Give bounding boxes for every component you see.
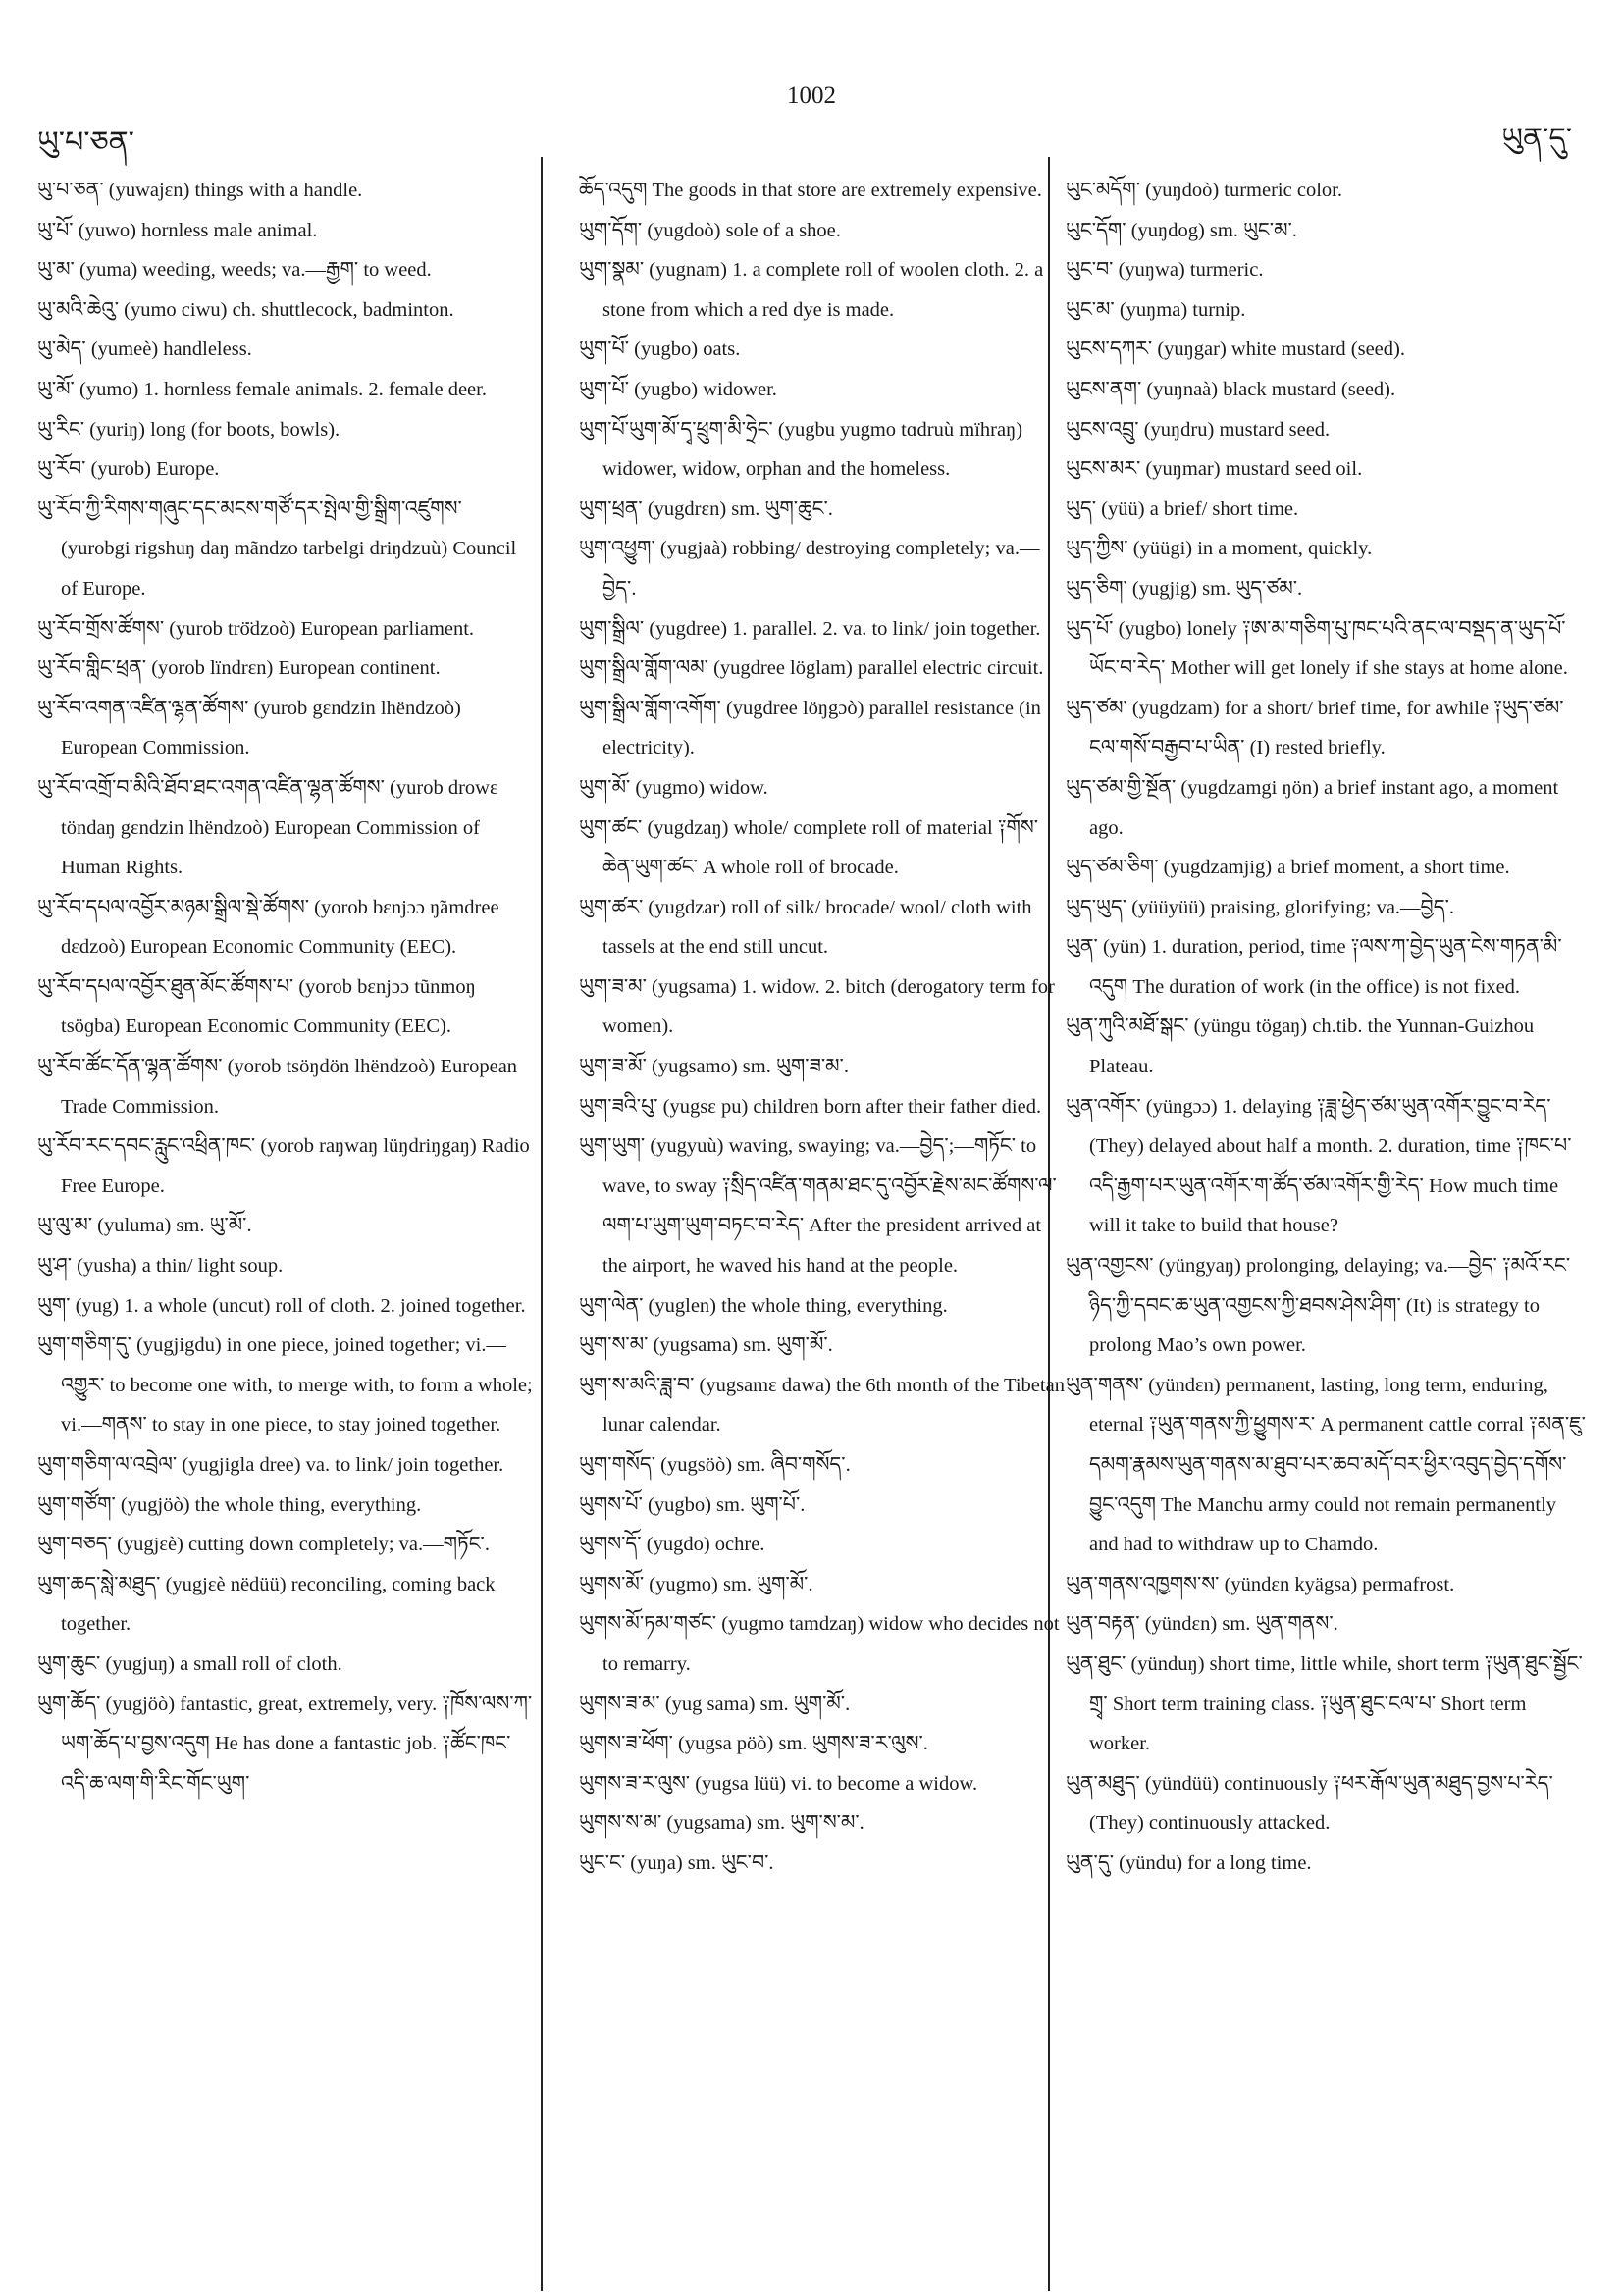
dictionary-entry: ཡུང་མདོག་ (yuŋdoò) turmeric color. xyxy=(1066,180,1342,201)
dictionary-entry: ཡུག་ཟ་མ་ (yugsama) 1. widow. 2. bitch (derogatory term for women). xyxy=(579,975,1055,1038)
dictionary-entry: ཡུད་ཙམ་ཅིག་ (yugdzamjig) a brief moment, a short time. xyxy=(1066,857,1510,879)
dictionary-entry: ཆོད་འདུག The goods in that store are extremely expensive. xyxy=(579,180,1042,201)
dictionary-entry: ཡུག་པོ་ (yugbo) oats. xyxy=(579,339,741,361)
right-guide-word: ཡུན་དུ་ xyxy=(1501,122,1572,156)
dictionary-entry: ཡུན་མཐུད་ (yündüü) continuously ༑ཕར་རྒོལ་ཡུན་མཐུད་བྱས་པ་རེད་ (They) continuously attacked. xyxy=(1066,1772,1553,1835)
dictionary-entry: ཡུགས་མོ་ (yugmo) sm. ཡུག་མོ་. xyxy=(579,1573,813,1595)
dictionary-entry: ཡུ་རོབ་དཔལ་འབྱོར་ཐུན་མོང་ཚོགས་པ་ (yorob bɛnjɔɔ tũnmoŋ tsöɡba) European Economic Community (EEC). xyxy=(37,975,476,1038)
dictionary-entry: ཡུགས་ཟ་ཕོག་ (yugsa pöò) sm. ཡུགས་ཟ་ར་ལུས་. xyxy=(579,1733,928,1755)
dictionary-entry: ཡུག་སྣམ་ (yugnam) 1. a complete roll of woolen cloth. 2. a stone from which a red dye is made. xyxy=(579,259,1044,321)
dictionary-entry: ཡུག་མོ་ (yugmo) widow. xyxy=(579,776,768,799)
dictionary-entry: ཡུག་ཟ་མོ་ (yugsamo) sm. ཡུག་ཟ་མ་. xyxy=(579,1056,849,1078)
dictionary-entry: ཡུན་ཐུང་ (yünduŋ) short time, little while, short term ༑ཡུན་ཐུང་སྦྱོང་གྲྭ་ Short term training class. ༑ཡུན་ཐུང་ངལ་པ་ Short term worker. xyxy=(1066,1652,1583,1755)
dictionary-entry: ཡུག་ཚར་ (yugdzar) roll of silk/ brocade/ wool/ cloth with tassels at the end still uncut. xyxy=(579,896,1032,959)
dictionary-entry: ཡུག་འཕྱུག་ (yugjaà) robbing/ destroying completely; va.—བྱེད་. xyxy=(579,538,1040,600)
dictionary-entry: ཡུད་ (yüü) a brief/ short time. xyxy=(1066,497,1299,520)
dictionary-columns xyxy=(37,171,1597,2192)
dictionary-entry: ཡུག་ས་མའི་ཟླ་བ་ (yugsamɛ dawa) the 6th month of the Tibetan lunar calendar. xyxy=(579,1374,1065,1436)
dictionary-entry: ཡུན་འགྱངས་ (yüngyaŋ) prolonging, delaying; va.—བྱེད་ ༑མའོ་རང་ཉིད་ཀྱི་དབང་ཆ་ཡུན་འགྱངས་ཀྱི་ཐབས་ཤེས་ཤིག་ (It) is strategy to prolong Mao’s own power. xyxy=(1066,1255,1571,1357)
dictionary-entry: ཡུད་ཙམ་གྱི་སྔོན་ (yugdzamgi ŋön) a brief instant ago, a moment ago. xyxy=(1066,776,1559,839)
dictionary-entry: ཡུག་སྒྲིལ་ (yugdree) 1. parallel. 2. va. to link/ join together. xyxy=(579,617,1041,640)
left-guide-word: ཡུ་པ་ཅན་ xyxy=(37,126,134,160)
dictionary-entry: ཡུག་པོ་ (yugbo) widower. xyxy=(579,378,777,400)
dictionary-entry: ཡུན་དུ་ (yündu) for a long time. xyxy=(1066,1852,1312,1874)
dictionary-entry: ཡུངས་དཀར་ (yuŋgar) white mustard (seed). xyxy=(1066,339,1405,361)
dictionary-entry: ཡུགས་པོ་ (yugbo) sm. ཡུག་པོ་. xyxy=(579,1493,806,1516)
dictionary-entry: ཡུག་གསོད་ (yugsöò) sm. ཞིབ་གསོད་. xyxy=(579,1454,851,1476)
dictionary-entry: ཡུ་པོ་ (yuwo) hornless male animal. xyxy=(37,219,318,241)
dictionary-entry: ཡུག་གཅིག་ལ་འབྲེལ་ (yugjigla dree) va. to link/ join together. xyxy=(37,1454,504,1476)
dictionary-entry: ཡུག་ཚང་ (yugdzaŋ) whole/ complete roll of material ༑གོས་ཆེན་ཡུག་ཚང་ A whole roll of brocade. xyxy=(579,816,1039,879)
dictionary-entry: ཡུག་ཆད་སླེ་མཐུད་ (yugjɛè nëdüü) reconciling, coming back together. xyxy=(37,1573,496,1636)
dictionary-entry: ཡུན་གནས་འཁྱགས་ས་ (yündɛn kyägsa) permafrost. xyxy=(1066,1573,1455,1595)
dictionary-entry: ཡུག་ཡུག་ (yugyuù) waving, swaying; va.—བྱེད་;—གཏོང་ to wave, to sway ༑སྲིད་འཛིན་གནམ་ཐང་དུ་འབྱོར་རྗེས་མང་ཚོགས་ལ་ལག་པ་ཡུག་ཡུག་བཏང་བ་རེད་ After the president arrived at the airport, he waved his hand at the people. xyxy=(579,1135,1057,1278)
dictionary-entry: ཡུ་མ་ (yuma) weeding, weeds; va.—རྒྱག་ to weed. xyxy=(37,259,432,282)
dictionary-entry: ཡུད་ཡུད་ (yüüyüü) praising, glorifying; va.—བྱེད་. xyxy=(1066,896,1454,918)
dictionary-entry: ཡུ་པ་ཅན་ (yuwajɛn) things with a handle. xyxy=(37,180,363,201)
page-number: 1002 xyxy=(787,82,836,109)
dictionary-entry: ཡུ་རོབ་གླིང་ཕྲན་ (yorob lïndrɛn) European continent. xyxy=(37,657,441,680)
dictionary-entry: ཡུད་ཙམ་ (yugdzam) for a short/ brief time, for awhile ༑ཡུད་ཙམ་ངལ་གསོ་བརྒྱབ་པ་ཡིན་ (I) rested briefly. xyxy=(1066,697,1564,759)
dictionary-entry: ཡུངས་ནག་ (yuŋnaà) black mustard (seed). xyxy=(1066,378,1396,400)
dictionary-entry: ཡུག་ཕྲན་ (yugdrɛn) sm. ཡུག་ཆུང་. xyxy=(579,497,833,520)
dictionary-entry: ཡུན་བརྟན་ (yündɛn) sm. ཡུན་གནས་. xyxy=(1066,1613,1338,1636)
dictionary-entry: ཡུ་རོབ་འགན་འཛིན་ལྷན་ཚོགས་ (yurob gɛndzin lhëndzoò) European Commission. xyxy=(37,697,461,759)
dictionary-entry: ཡུང་དོག་ (yuŋdog) sm. ཡུང་མ་. xyxy=(1066,219,1297,241)
dictionary-entry: ཡུག་ཆུང་ (yugjuŋ) a small roll of cloth. xyxy=(37,1652,342,1675)
dictionary-entry: ཡུག་ཟའི་པུ་ (yugsɛ pu) children born after their father died. xyxy=(579,1095,1042,1118)
dictionary-entry: ཡུ་རོབ་གྲོས་ཚོགས་ (yurob trö̈dzoò) European parliament. xyxy=(37,617,475,640)
dictionary-entry: ཡུངས་འབྲུ་ (yuŋdru) mustard seed. xyxy=(1066,418,1331,441)
dictionary-entry: ཡུ་ཤ་ (yusha) a thin/ light soup. xyxy=(37,1255,284,1278)
dictionary-entry: ཡུང་བ་ (yuŋwa) turmeric. xyxy=(1066,259,1264,282)
dictionary-entry: ཡུད་ཀྱིས་ (yüügi) in a moment, quickly. xyxy=(1066,538,1373,560)
dictionary-entry: ཡུགས་ཟ་ར་ལུས་ (yugsa lüü) vi. to become a widow. xyxy=(579,1772,978,1795)
column-right xyxy=(1066,171,1588,2192)
dictionary-entry: ཡུ་རིང་ (yuriŋ) long (for boots, bowls). xyxy=(37,418,340,441)
dictionary-entry: ཡུག་ (yug) 1. a whole (uncut) roll of cloth. 2. joined together. xyxy=(37,1294,526,1317)
dictionary-entry: ཡུད་ཅིག་ (yugjig) sm. ཡུད་ཙམ་. xyxy=(1066,577,1303,600)
dictionary-entry: ཡུག་བཅད་ (yugjɛè) cutting down completely; va.—གཏོང་. xyxy=(37,1534,490,1556)
dictionary-entry: ཡུག་དོག་ (yugdoò) sole of a shoe. xyxy=(579,219,841,241)
dictionary-entry: ཡུང་ང་ (yuŋa) sm. ཡུང་བ་. xyxy=(579,1852,774,1874)
dictionary-entry: ཡུག་སྒྲིལ་གློག་འགོག་ (yugdree löŋgɔò) parallel resistance (in electricity). xyxy=(579,697,1041,759)
dictionary-entry: ཡུགས་ས་མ་ (yugsama) sm. ཡུག་ས་མ་. xyxy=(579,1812,864,1835)
column-left xyxy=(37,171,534,2192)
page-header xyxy=(0,82,1623,160)
dictionary-entry: ཡུ་རོབ་རང་དབང་རླུང་འཕྲིན་ཁང་ (yorob raŋwaŋ lüŋdriŋgaŋ) Radio Free Europe. xyxy=(37,1135,530,1197)
dictionary-entry: ཡུ་རོབ་འགྲོ་བ་མིའི་ཐོབ་ཐང་འགན་འཛིན་ལྷན་ཚོགས་ (yurob drowɛ töndaŋ gɛndzin lhëndzoò) European Commission of Human Rights. xyxy=(37,776,498,879)
dictionary-entry: ཡུགས་ཟ་མ་ (yug sama) sm. ཡུག་མོ་. xyxy=(579,1693,851,1715)
dictionary-entry: ཡུན་གནས་ (yündɛn) permanent, lasting, long term, enduring, eternal ༑ཡུན་གནས་ཀྱི་ཕྱུགས་ར་ A permanent cattle corral ༑མན་ཇུ་དམག་རྣམས་ཡུན་གནས་མ་ཐུབ་པར་ཆབ་མདོ་བར་ཕྱིར་འབུད་བྱེད་དགོས་བྱུང་འདུག The Manchu army could not remain permanently and had to withdraw up to Chamdo. xyxy=(1066,1374,1586,1556)
dictionary-entry: ཡུག་གཙོག་ (yugjöò) the whole thing, everything. xyxy=(37,1493,422,1516)
dictionary-entry: ཡུག་ཆོད་ (yugjöò) fantastic, great, extremely, very. ༑ཁོས་ལས་ཀ་ཡག་ཆོད་པ་བྱས་འདུག He has done a fantastic job. ༑ཚོང་ཁང་འདི་ཆ་ལག་གི་རིང་གོང་ཡུག་ xyxy=(37,1693,533,1795)
dictionary-entry: ཡུག་གཅིག་དུ་ (yugjigdu) in one piece, joined together; vi.—འགྱུར་ to become one with, to merge with, to form a whole; vi.—གནས་ to stay in one piece, to stay joined together. xyxy=(37,1334,533,1436)
dictionary-entry: ཡུག་སྒྲིལ་གློག་ལམ་ (yugdree löglam) parallel electric circuit. xyxy=(579,657,1044,680)
dictionary-entry: ཡུག་པོ་ཡུག་མོ་དྭ་ཕྲུག་མི་ཧྲེང་ (yugbu yugmo tɑdruù mïhraŋ) widower, widow, orphan and the homeless. xyxy=(579,418,1023,481)
dictionary-entry: ཡུ་ལུ་མ་ (yuluma) sm. ཡུ་མོ་. xyxy=(37,1215,252,1237)
dictionary-entry: ཡུན་འགོར་ (yüngɔɔ) 1. delaying ༑ཟླ་ཕྱེད་ཙམ་ཡུན་འགོར་བྱུང་བ་རེད་ (They) delayed about half a month. 2. duration, time ༑ཁང་པ་འདི་རྒྱག་པར་ཡུན་འགོར་ག་ཚོད་ཙམ་འགོར་གྱི་རེད་ How much time will it take to build that house? xyxy=(1066,1095,1572,1237)
dictionary-entry: ཡུ་རོབ་ (yurob) Europe. xyxy=(37,458,220,481)
dictionary-entry: ཡུངས་མར་ (yuŋmar) mustard seed oil. xyxy=(1066,458,1363,481)
dictionary-entry: ཡུན་ (yün) 1. duration, period, time ༑ལས་ཀ་བྱེད་ཡུན་ངེས་གཏན་མི་འདུག The duration of work (in the office) is not fixed. xyxy=(1066,936,1562,998)
dictionary-entry: ཡུད་པོ་ (yugbo) lonely ༑ཨ་མ་གཅིག་པུ་ཁང་པའི་ནང་ལ་བསྡད་ན་ཡུད་པོ་ཡོང་བ་རེད་ Mother will get lonely if she stays at home alone. xyxy=(1066,617,1568,680)
dictionary-entry: ཡུན་ཀུའི་མཐོ་སྒང་ (yüngu tögaŋ) ch.tib. the Yunnan-Guizhou Plateau. xyxy=(1066,1016,1535,1078)
dictionary-entry: ཡུ་རོབ་ཀྱི་རིགས་གཞུང་དང་མངས་གཙོ་དར་སྤེལ་གྱི་སྒྲིག་འཛུགས་ (yurobgi rigshuŋ daŋ mãndzo tarbelgi driŋdzuù) Council of Europe. xyxy=(37,497,517,600)
dictionary-entry: ཡུག་ལེན་ (yuglen) the whole thing, everything. xyxy=(579,1294,948,1317)
dictionary-entry: ཡུ་རོབ་དཔལ་འབྱོར་མཉམ་སྒྲིལ་སྡེ་ཚོགས་ (yorob bɛnjɔɔ ŋ̃amdree dɛdzoò) European Economic Community (EEC). xyxy=(37,896,499,959)
dictionary-entry: ཡུ་མའི་ཆེའུ་ (yumo ciwu) ch. shuttlecock, badminton. xyxy=(37,298,454,321)
column-middle xyxy=(579,171,1070,2192)
dictionary-entry: ཡུགས་དོ་ (yugdo) ochre. xyxy=(579,1534,765,1556)
dictionary-entry: ཡུག་ས་མ་ (yugsama) sm. ཡུག་མོ་. xyxy=(579,1334,833,1357)
dictionary-entry: ཡུ་རོབ་ཚོང་དོན་ལྷན་ཚོགས་ (yorob tsöŋdön lhëndzoò) European Trade Commission. xyxy=(37,1056,518,1118)
dictionary-entry: ཡུགས་མོ་ཏམ་གཙང་ (yugmo tamdzaŋ) widow who decides not to remarry. xyxy=(579,1613,1060,1675)
dictionary-entry: ཡུ་མོ་ (yumo) 1. hornless female animals. 2. female deer. xyxy=(37,378,487,400)
dictionary-entry: ཡུང་མ་ (yuŋma) turnip. xyxy=(1066,298,1246,321)
dictionary-entry: ཡུ་མེད་ (yumeè) handleless. xyxy=(37,339,252,361)
